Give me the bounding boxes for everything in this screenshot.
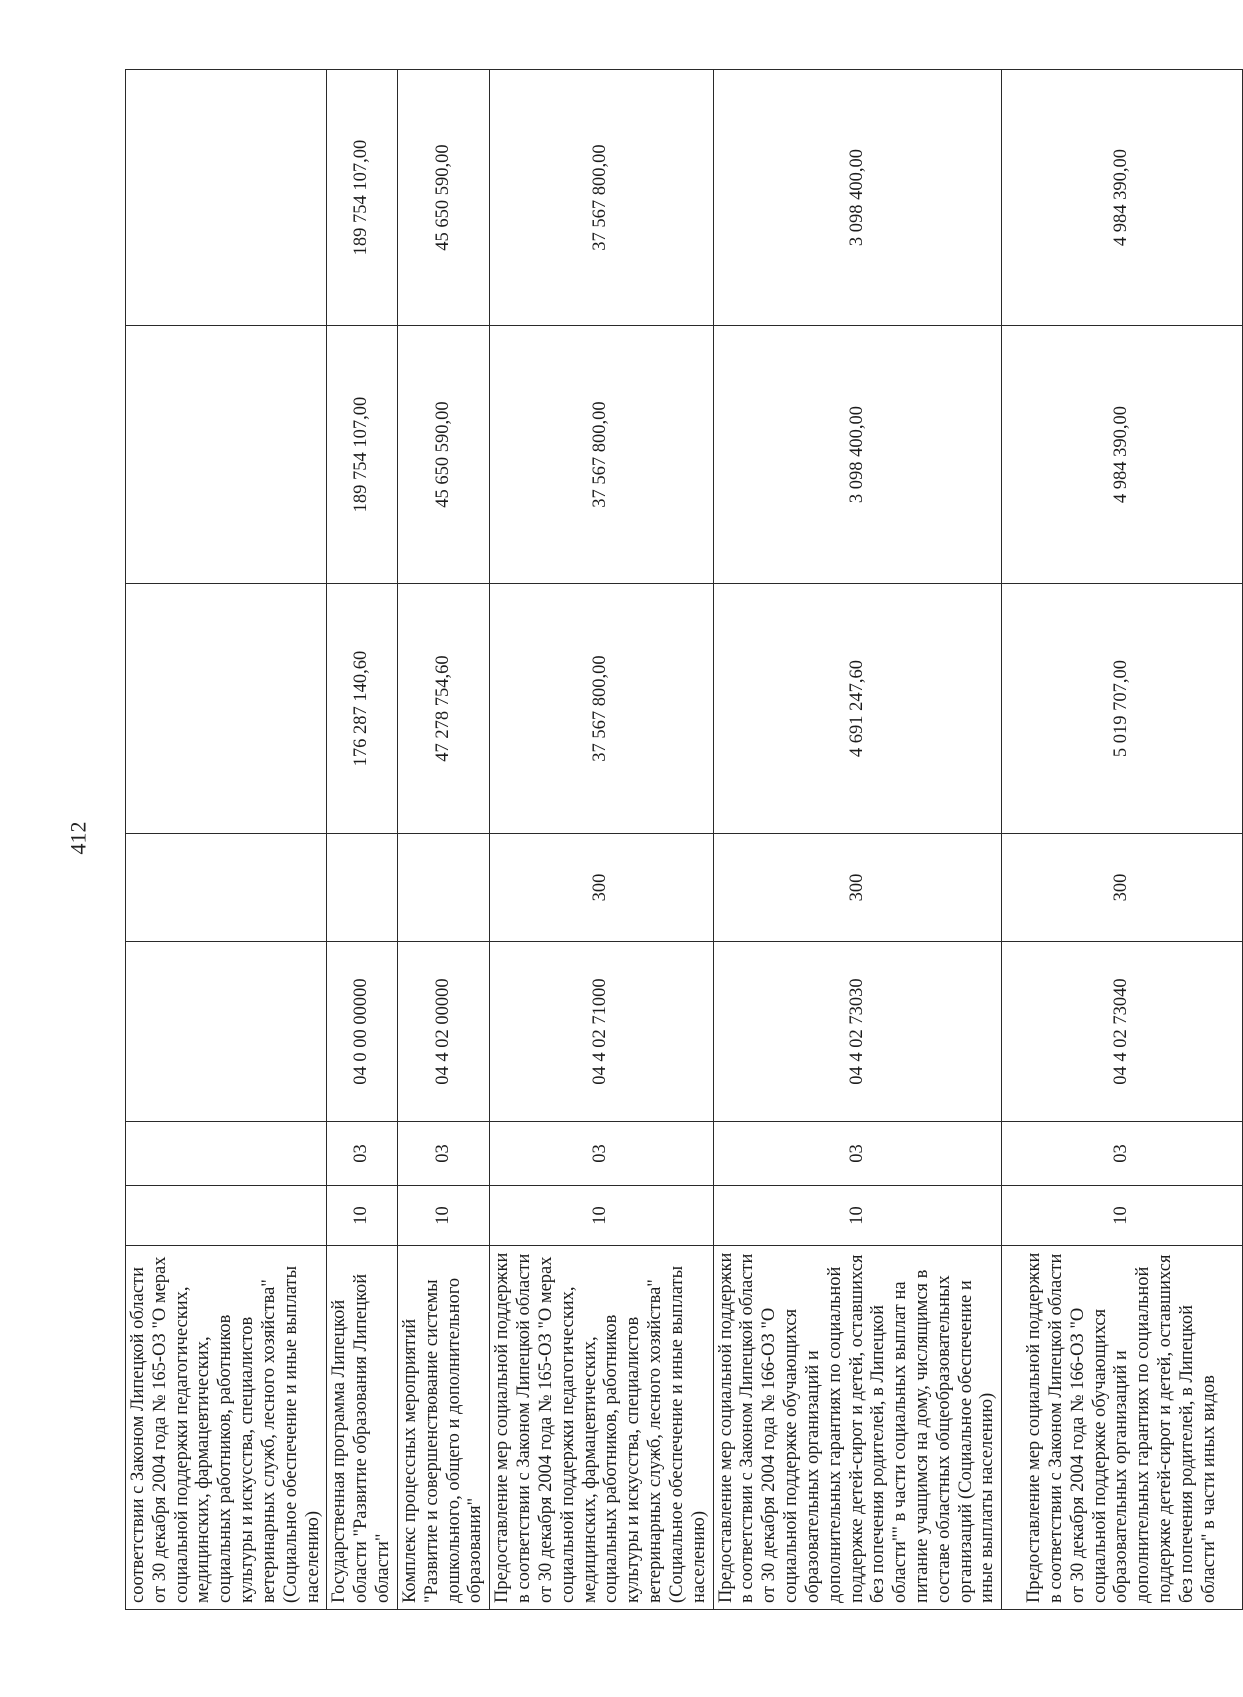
amount-year-3-cell: 45 650 590,00 xyxy=(397,70,489,326)
table-row xyxy=(1002,70,1243,1610)
subsection-code-cell: 03 xyxy=(490,1122,713,1186)
amount-year-3-cell: 37 567 800,00 xyxy=(490,70,713,326)
target-article-cell: 04 4 02 00000 xyxy=(397,942,489,1122)
row-name-cell: Предоставление мер социальной поддержки в соответствии с Законом Липецкой области от 30 декабря 2004 года № 166-ОЗ "О социальной поддержке обучающихся образовательных организаций и дополнительных гарантиях по социальной поддержке детей-сирот и детей, оставшихся без попечения родителей, в Липецкой области" в части иных видов xyxy=(1002,1246,1243,1610)
target-article-cell xyxy=(126,942,327,1122)
section-code-cell: 10 xyxy=(397,1186,489,1246)
expense-type-cell: 300 xyxy=(1002,834,1243,942)
subsection-code-cell xyxy=(126,1122,327,1186)
expense-type-cell xyxy=(327,834,397,942)
page-number: 412 xyxy=(65,821,91,855)
row-name-cell: соответствии с Законом Липецкой области от 30 декабря 2004 года № 165-ОЗ "О мерах социальной поддержки педагогических, медицинских, фармацевтических, социальных работников, работников культуры и искусства, специалистов ветеринарных служб, лесного хозяйства" (Социальное обеспечение и иные выплаты населению) xyxy=(126,1246,327,1610)
amount-year-2-cell: 37 567 800,00 xyxy=(490,326,713,584)
amount-year-2-cell: 189 754 107,00 xyxy=(327,326,397,584)
amount-year-3-cell: 4 984 390,00 xyxy=(1002,70,1243,326)
section-code-cell: 10 xyxy=(1002,1186,1243,1246)
subsection-code-cell: 03 xyxy=(397,1122,489,1186)
target-article-cell: 04 4 02 73030 xyxy=(713,942,1002,1122)
subsection-code-cell: 03 xyxy=(1002,1122,1243,1186)
amount-year-2-cell: 3 098 400,00 xyxy=(713,326,1002,584)
table-row xyxy=(327,70,397,1610)
amount-year-1-cell: 47 278 754,60 xyxy=(397,584,489,834)
target-article-cell: 04 4 02 73040 xyxy=(1002,942,1243,1122)
subsection-code-cell: 03 xyxy=(327,1122,397,1186)
row-name-cell: Комплекс процессных мероприятий "Развитие и совершенствование системы дошкольного, общего и дополнительного образования" xyxy=(397,1246,489,1610)
table-row xyxy=(490,70,713,1610)
expense-type-cell xyxy=(126,834,327,942)
expense-type-cell xyxy=(397,834,489,942)
budget-table xyxy=(125,69,1243,1610)
row-name-cell: Государственная программа Липецкой области "Развитие образования Липецкой области" xyxy=(327,1246,397,1610)
section-code-cell: 10 xyxy=(713,1186,1002,1246)
expense-type-cell: 300 xyxy=(490,834,713,942)
row-name-cell: Предоставление мер социальной поддержки в соответствии с Законом Липецкой области от 30 декабря 2004 года № 165-ОЗ "О мерах социальной поддержки педагогических, медицинских, фармацевтических, социальных работников, работников культуры и искусства, специалистов ветеринарных служб, лесного хозяйства" (Социальное обеспечение и иные выплаты населению) xyxy=(490,1246,713,1610)
amount-year-2-cell: 45 650 590,00 xyxy=(397,326,489,584)
target-article-cell: 04 4 02 71000 xyxy=(490,942,713,1122)
row-name-cell: Предоставление мер социальной поддержки в соответствии с Законом Липецкой области от 30 декабря 2004 года № 166-ОЗ "О социальной поддержке обучающихся образовательных организаций и дополнительных гарантиях по социальной поддержке детей-сирот и детей, оставшихся без попечения родителей, в Липецкой области"" в части социальных выплат на питание учащимся на дому, числящимся в составе областных общеобразовательных организаций (Социальное обеспечение и иные выплаты населению) xyxy=(713,1246,1002,1610)
subsection-code-cell: 03 xyxy=(713,1122,1002,1186)
amount-year-3-cell: 3 098 400,00 xyxy=(713,70,1002,326)
amount-year-2-cell xyxy=(126,326,327,584)
amount-year-1-cell: 176 287 140,60 xyxy=(327,584,397,834)
section-code-cell: 10 xyxy=(327,1186,397,1246)
amount-year-1-cell: 4 691 247,60 xyxy=(713,584,1002,834)
amount-year-1-cell: 5 019 707,00 xyxy=(1002,584,1243,834)
table-body xyxy=(126,70,1243,1610)
amount-year-3-cell xyxy=(126,70,327,326)
table-row xyxy=(713,70,1002,1610)
amount-year-3-cell: 189 754 107,00 xyxy=(327,70,397,326)
section-code-cell: 10 xyxy=(490,1186,713,1246)
amount-year-1-cell xyxy=(126,584,327,834)
table-row xyxy=(397,70,489,1610)
budget-table-sheet xyxy=(125,70,1219,1610)
amount-year-1-cell: 37 567 800,00 xyxy=(490,584,713,834)
section-code-cell xyxy=(126,1186,327,1246)
target-article-cell: 04 0 00 00000 xyxy=(327,942,397,1122)
expense-type-cell: 300 xyxy=(713,834,1002,942)
amount-year-2-cell: 4 984 390,00 xyxy=(1002,326,1243,584)
table-row xyxy=(126,70,327,1610)
